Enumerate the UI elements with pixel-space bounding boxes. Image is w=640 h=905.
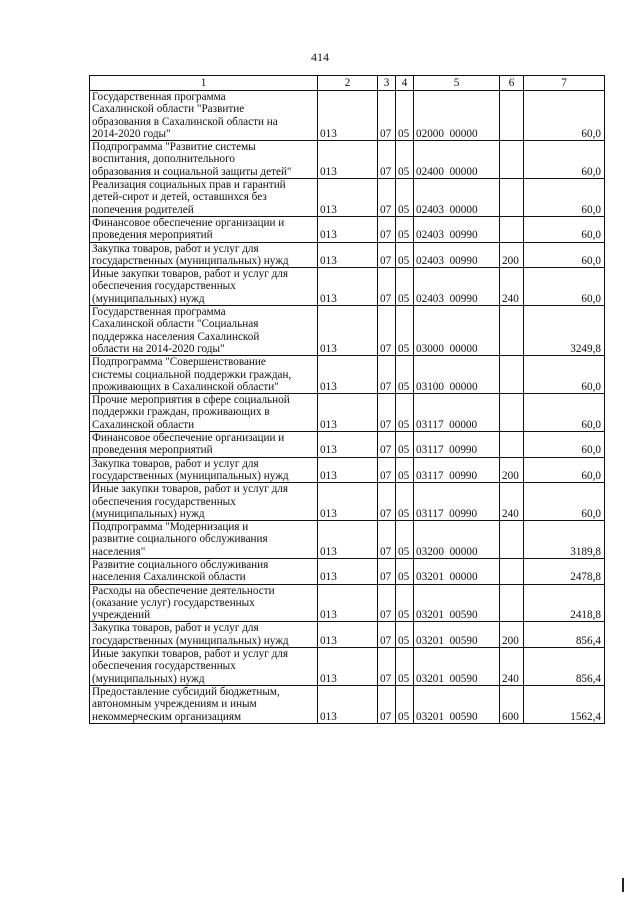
page-number: 414 xyxy=(311,50,329,64)
row-expense-type xyxy=(500,584,524,622)
row-target-article: 03000 00000 xyxy=(414,306,500,356)
column-header: 4 xyxy=(396,76,414,91)
row-target-article: 03117 00990 xyxy=(414,483,500,521)
row-section: 07 xyxy=(378,242,396,268)
row-subsection: 05 xyxy=(396,356,414,394)
row-admin-code: 013 xyxy=(318,141,378,179)
row-amount: 856,4 xyxy=(524,622,605,648)
column-header: 3 xyxy=(378,76,396,91)
row-name: Закупка товаров, работ и услуг для государственных (муниципальных) нужд xyxy=(90,457,318,483)
row-target-article: 03200 00000 xyxy=(414,521,500,559)
row-expense-type: 200 xyxy=(500,622,524,648)
row-expense-type xyxy=(500,432,524,458)
row-amount: 60,0 xyxy=(524,91,605,141)
row-subsection: 05 xyxy=(396,141,414,179)
row-target-article: 03201 00590 xyxy=(414,584,500,622)
row-target-article: 03201 00590 xyxy=(414,648,500,686)
row-name: Подпрограмма "Совершенствование системы социальной поддержки граждан, проживающих в Сахалинской области" xyxy=(90,356,318,394)
row-admin-code: 013 xyxy=(318,521,378,559)
row-admin-code: 013 xyxy=(318,584,378,622)
header-row xyxy=(90,76,605,91)
row-section: 07 xyxy=(378,521,396,559)
row-amount: 60,0 xyxy=(524,141,605,179)
table-row xyxy=(90,685,605,723)
row-subsection: 05 xyxy=(396,622,414,648)
row-admin-code: 013 xyxy=(318,394,378,432)
row-name: Финансовое обеспечение организации и проведения мероприятий xyxy=(90,216,318,242)
row-section: 07 xyxy=(378,179,396,217)
row-admin-code: 013 xyxy=(318,558,378,584)
row-target-article: 02403 00990 xyxy=(414,216,500,242)
row-admin-code: 013 xyxy=(318,216,378,242)
row-name: Предоставление субсидий бюджетным, автономным учреждениям и иным некоммерческим организациям xyxy=(90,685,318,723)
row-target-article: 02403 00990 xyxy=(414,242,500,268)
row-expense-type: 200 xyxy=(500,457,524,483)
row-section: 07 xyxy=(378,622,396,648)
row-expense-type: 240 xyxy=(500,648,524,686)
row-subsection: 05 xyxy=(396,521,414,559)
table-row xyxy=(90,306,605,356)
row-section: 07 xyxy=(378,356,396,394)
row-target-article: 02000 00000 xyxy=(414,91,500,141)
row-amount: 60,0 xyxy=(524,457,605,483)
row-admin-code: 013 xyxy=(318,356,378,394)
row-target-article: 03117 00000 xyxy=(414,394,500,432)
row-subsection: 05 xyxy=(396,242,414,268)
row-name: Государственная программа Сахалинской области "Развитие образования в Сахалинской области на 2014-2020 годы" xyxy=(90,91,318,141)
table-row xyxy=(90,91,605,141)
row-subsection: 05 xyxy=(396,648,414,686)
column-header: 2 xyxy=(318,76,378,91)
row-amount: 856,4 xyxy=(524,648,605,686)
column-header: 1 xyxy=(90,76,318,91)
row-name: Расходы на обеспечение деятельности (оказание услуг) государственных учреждений xyxy=(90,584,318,622)
row-section: 07 xyxy=(378,457,396,483)
row-section: 07 xyxy=(378,268,396,306)
row-admin-code: 013 xyxy=(318,648,378,686)
row-admin-code: 013 xyxy=(318,457,378,483)
row-name: Государственная программа Сахалинской области "Социальная поддержка населения Сахалинской области на 2014-2020 годы" xyxy=(90,306,318,356)
row-expense-type xyxy=(500,179,524,217)
row-admin-code: 013 xyxy=(318,685,378,723)
row-admin-code: 013 xyxy=(318,268,378,306)
row-expense-type xyxy=(500,394,524,432)
row-subsection: 05 xyxy=(396,584,414,622)
table-row xyxy=(90,521,605,559)
scan-edge-mark xyxy=(622,878,624,892)
row-target-article: 03117 00990 xyxy=(414,432,500,458)
row-admin-code: 013 xyxy=(318,179,378,217)
row-section: 07 xyxy=(378,558,396,584)
table-row xyxy=(90,483,605,521)
table-row xyxy=(90,622,605,648)
row-amount: 60,0 xyxy=(524,394,605,432)
row-subsection: 05 xyxy=(396,216,414,242)
row-subsection: 05 xyxy=(396,432,414,458)
table-row xyxy=(90,584,605,622)
row-admin-code: 013 xyxy=(318,242,378,268)
row-subsection: 05 xyxy=(396,685,414,723)
row-amount: 3189,8 xyxy=(524,521,605,559)
row-amount: 60,0 xyxy=(524,432,605,458)
table-row xyxy=(90,268,605,306)
row-amount: 1562,4 xyxy=(524,685,605,723)
table-row xyxy=(90,242,605,268)
row-target-article: 03201 00590 xyxy=(414,622,500,648)
row-name: Финансовое обеспечение организации и проведения мероприятий xyxy=(90,432,318,458)
row-target-article: 02400 00000 xyxy=(414,141,500,179)
column-header: 7 xyxy=(524,76,605,91)
row-amount: 60,0 xyxy=(524,356,605,394)
table-row xyxy=(90,356,605,394)
table-row xyxy=(90,432,605,458)
row-amount: 60,0 xyxy=(524,216,605,242)
row-section: 07 xyxy=(378,648,396,686)
row-subsection: 05 xyxy=(396,306,414,356)
row-amount: 60,0 xyxy=(524,483,605,521)
row-amount: 60,0 xyxy=(524,179,605,217)
table-row xyxy=(90,558,605,584)
row-admin-code: 013 xyxy=(318,91,378,141)
row-target-article: 02403 00990 xyxy=(414,268,500,306)
row-subsection: 05 xyxy=(396,268,414,306)
row-section: 07 xyxy=(378,483,396,521)
row-amount: 60,0 xyxy=(524,242,605,268)
row-expense-type: 240 xyxy=(500,483,524,521)
row-admin-code: 013 xyxy=(318,432,378,458)
row-name: Закупка товаров, работ и услуг для государственных (муниципальных) нужд xyxy=(90,622,318,648)
row-amount: 60,0 xyxy=(524,268,605,306)
row-subsection: 05 xyxy=(396,457,414,483)
row-section: 07 xyxy=(378,584,396,622)
row-amount: 3249,8 xyxy=(524,306,605,356)
row-section: 07 xyxy=(378,394,396,432)
row-target-article: 02403 00000 xyxy=(414,179,500,217)
row-name: Иные закупки товаров, работ и услуг для обеспечения государственных (муниципальных) нужд xyxy=(90,483,318,521)
row-subsection: 05 xyxy=(396,91,414,141)
row-section: 07 xyxy=(378,91,396,141)
row-name: Закупка товаров, работ и услуг для государственных (муниципальных) нужд xyxy=(90,242,318,268)
table-row xyxy=(90,141,605,179)
row-amount: 2478,8 xyxy=(524,558,605,584)
row-name: Иные закупки товаров, работ и услуг для обеспечения государственных (муниципальных) нужд xyxy=(90,268,318,306)
row-expense-type xyxy=(500,356,524,394)
row-target-article: 03201 00590 xyxy=(414,685,500,723)
row-expense-type xyxy=(500,558,524,584)
row-expense-type: 240 xyxy=(500,268,524,306)
column-header: 6 xyxy=(500,76,524,91)
row-name: Реализация социальных прав и гарантий детей-сирот и детей, оставшихся без попечения родителей xyxy=(90,179,318,217)
row-expense-type xyxy=(500,306,524,356)
row-name: Развитие социального обслуживания населения Сахалинской области xyxy=(90,558,318,584)
row-name: Подпрограмма "Развитие системы воспитания, дополнительного образования и социальной защиты детей" xyxy=(90,141,318,179)
row-admin-code: 013 xyxy=(318,306,378,356)
budget-table xyxy=(89,75,605,724)
table-row xyxy=(90,179,605,217)
row-subsection: 05 xyxy=(396,483,414,521)
row-amount: 2418,8 xyxy=(524,584,605,622)
row-name: Подпрограмма "Модернизация и развитие социального обслуживания населения" xyxy=(90,521,318,559)
row-admin-code: 013 xyxy=(318,483,378,521)
row-section: 07 xyxy=(378,141,396,179)
row-target-article: 03117 00990 xyxy=(414,457,500,483)
row-section: 07 xyxy=(378,432,396,458)
row-subsection: 05 xyxy=(396,179,414,217)
row-name: Прочие мероприятия в сфере социальной поддержки граждан, проживающих в Сахалинской области xyxy=(90,394,318,432)
column-header: 5 xyxy=(414,76,500,91)
row-expense-type: 200 xyxy=(500,242,524,268)
row-subsection: 05 xyxy=(396,394,414,432)
row-section: 07 xyxy=(378,306,396,356)
table-row xyxy=(90,394,605,432)
row-target-article: 03201 00000 xyxy=(414,558,500,584)
row-expense-type xyxy=(500,216,524,242)
row-name: Иные закупки товаров, работ и услуг для обеспечения государственных (муниципальных) нужд xyxy=(90,648,318,686)
row-expense-type: 600 xyxy=(500,685,524,723)
table-row xyxy=(90,648,605,686)
row-admin-code: 013 xyxy=(318,622,378,648)
table-body xyxy=(90,91,605,724)
row-section: 07 xyxy=(378,685,396,723)
row-expense-type xyxy=(500,91,524,141)
table-row xyxy=(90,457,605,483)
row-subsection: 05 xyxy=(396,558,414,584)
row-target-article: 03100 00000 xyxy=(414,356,500,394)
row-expense-type xyxy=(500,521,524,559)
table-row xyxy=(90,216,605,242)
row-section: 07 xyxy=(378,216,396,242)
row-expense-type xyxy=(500,141,524,179)
